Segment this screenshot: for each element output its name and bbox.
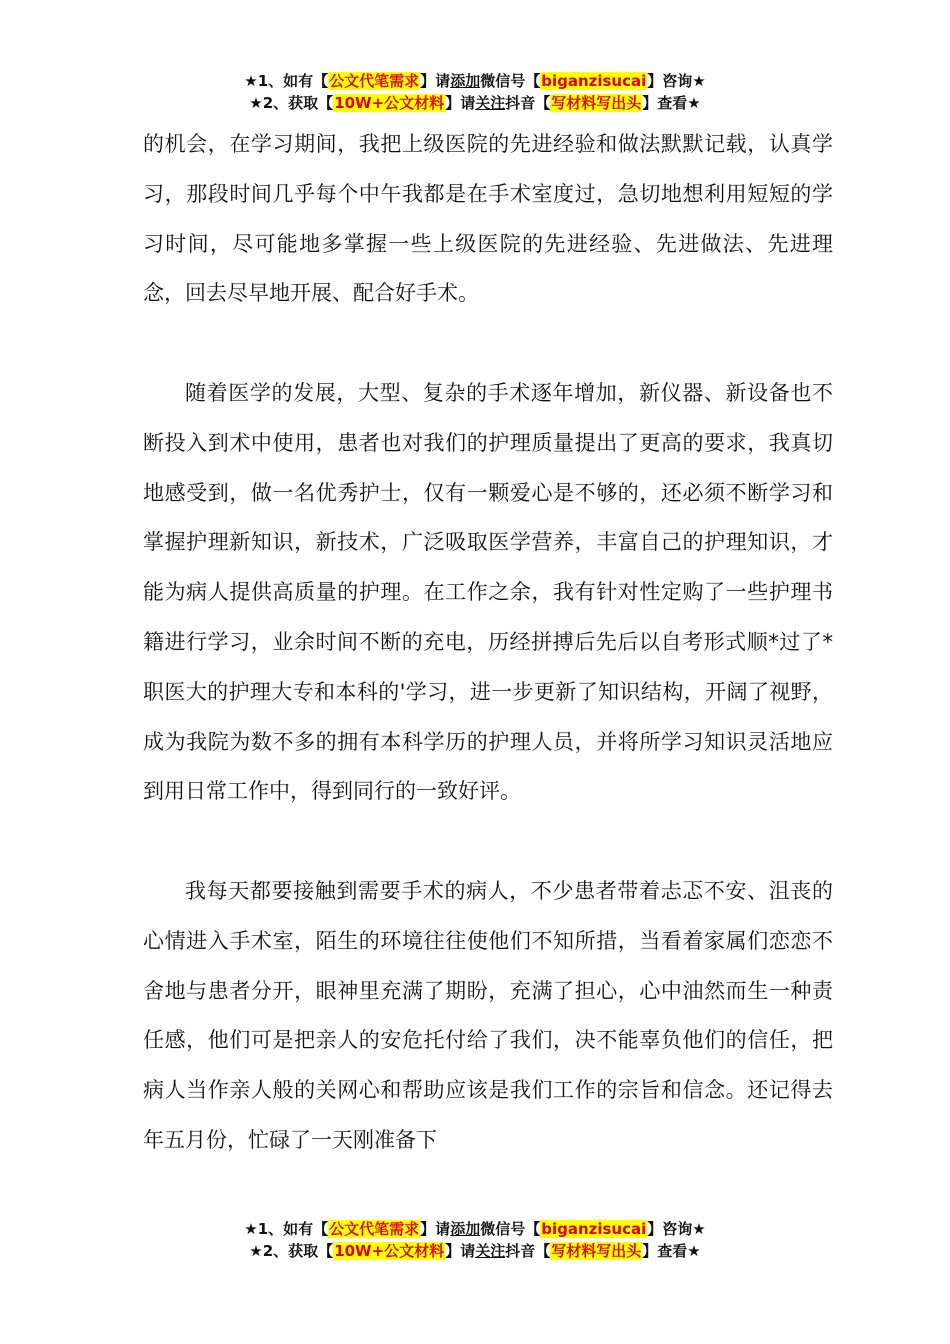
footer-line-1: [0, 1218, 950, 1240]
banner-text: 】请: [445, 1242, 476, 1260]
paragraph-gap: [143, 817, 833, 867]
paragraph-2: 随着医学的发展，大型、复杂的手术逐年增加，新仪器、新设备也不断投入到术中使用，患者也对我们的护理质量提出了更高的要求，我真切地感受到，做一名优秀护士，仅有一颗爱心是不够的，还必须不断学习和掌握护理新知识，新技术，广泛吸取医学营养，丰富自己的护理知识，才能为病人提供高质量的护理。在工作之余，我有针对性定购了一些护理书籍进行学习，业余时间不断的充电，历经拼搏后先后以自考形式顺*过了*职医大的护理大专和本科的'学习，进一步更新了知识结构，开阔了视野，成为我院为数不多的拥有本科学历的护理人员，并将所学习知识灵活地应到用日常工作中，得到同行的一致好评。: [143, 380, 833, 804]
banner-text: ★2、获取【: [249, 1242, 334, 1260]
banner-text: 】查看★: [642, 1242, 701, 1260]
banner-highlight-materials: 10W+公文材料: [334, 1242, 445, 1260]
paragraph-3: 我每天都要接触到需要手术的病人，不少患者带着忐忑不安、沮丧的心情进入手术室，陌生的环境往往使他们不知所措，当看着家属们恋恋不舍地与患者分开，眼神里充满了期盼，充满了担心，心中油然而生一种责任感，他们可是把亲人的安危托付给了我们，决不能辜负他们的信任，把病人当作亲人般的关网心和帮助应该是我们工作的宗旨和信念。还记得去年五月份，忙碌了一天刚准备下: [143, 878, 833, 1152]
banner-highlight-service: 公文代笔需求: [329, 1220, 420, 1238]
banner-text: ★1、如有【: [244, 72, 329, 90]
banner-text: 微信号【: [480, 1220, 541, 1238]
banner-text: 微信号【: [480, 72, 541, 90]
banner-text: 抖音【: [505, 94, 551, 112]
banner-text: 】查看★: [642, 94, 701, 112]
banner-underline-add: 添加: [450, 1220, 481, 1238]
banner-text: ★1、如有【: [244, 1220, 329, 1238]
banner-highlight-materials: 10W+公文材料: [334, 94, 445, 112]
banner-highlight-service: 公文代笔需求: [329, 72, 420, 90]
paragraph-gap: [143, 319, 833, 369]
document-body: [143, 120, 833, 1166]
banner-text: 】请: [420, 72, 451, 90]
footer-line-2: [0, 1240, 950, 1262]
banner-highlight-wechat-id: biganzisucai: [541, 1220, 647, 1238]
banner-highlight-wechat-id: biganzisucai: [541, 72, 647, 90]
banner-underline-follow: 关注: [475, 1242, 506, 1260]
banner-text: 】咨询★: [647, 72, 706, 90]
banner-underline-add: 添加: [450, 72, 481, 90]
banner-text: 】请: [420, 1220, 451, 1238]
footer-banner: [0, 1218, 950, 1262]
banner-highlight-douyin: 写材料写出头: [551, 1242, 642, 1260]
paragraph-1: 的机会，在学习期间，我把上级医院的先进经验和做法默默记载，认真学习，那段时间几乎每个中午我都是在手术室度过，急切地想利用短短的学习时间，尽可能地多掌握一些上级医院的先进经验、先进做法、先进理念，回去尽早地开展、配合好手术。: [143, 132, 833, 306]
banner-text: 】请: [445, 94, 476, 112]
banner-line-2: [0, 92, 950, 114]
banner-text: ★2、获取【: [249, 94, 334, 112]
header-banner: [0, 70, 950, 114]
banner-text: 】咨询★: [647, 1220, 706, 1238]
banner-underline-follow: 关注: [475, 94, 506, 112]
banner-highlight-douyin: 写材料写出头: [551, 94, 642, 112]
banner-line-1: [0, 70, 950, 92]
banner-text: 抖音【: [505, 1242, 551, 1260]
